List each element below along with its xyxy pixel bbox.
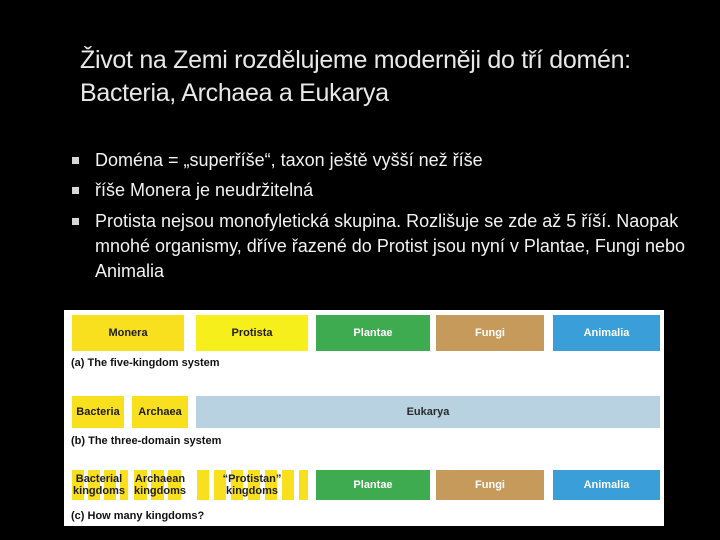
bullet-list (70, 148, 690, 289)
box-monera: Monera (72, 315, 184, 351)
caption-five-kingdom: (a) The five-kingdom system (71, 357, 220, 369)
label-bacterial-kingdoms: Bacterial kingdoms (73, 473, 125, 497)
caption-three-domain: (b) The three-domain system (71, 435, 222, 447)
classification-figure (64, 310, 664, 526)
bullet-text: Doména = „superříše“, taxon ještě vyšší než říše (95, 150, 483, 170)
square-bullet-icon (72, 157, 79, 164)
bullet-item (70, 178, 690, 203)
box-archaea: Archaea (132, 396, 188, 428)
box-plantae-c: Plantae (316, 470, 430, 500)
box-plantae: Plantae (316, 315, 430, 351)
box-bacteria: Bacteria (72, 396, 124, 428)
label-archaean-kingdoms: Archaean kingdoms (134, 473, 186, 497)
square-bullet-icon (72, 218, 79, 225)
slide-title: Život na Zemi rozdělujeme moderněji do tří domén: Bacteria, Archaea a Eukarya (80, 46, 631, 107)
square-bullet-icon (72, 187, 79, 194)
bullet-item (70, 148, 690, 173)
box-animalia: Animalia (553, 315, 660, 351)
box-animalia-c: Animalia (553, 470, 660, 500)
box-protista: Protista (196, 315, 308, 351)
bullet-text: říše Monera je neudržitelná (95, 180, 314, 200)
box-eukarya: Eukarya (196, 396, 660, 428)
bullet-item (70, 209, 690, 284)
box-fungi-c: Fungi (436, 470, 544, 500)
bullet-text: Protista nejsou monofyletická skupina. Rozlišuje se zde až 5 říší. Naopak mnohé organismy, dříve řazené do Protist jsou nyní v Plantae, Fungi nebo Animalia (95, 211, 685, 281)
caption-how-many: (c) How many kingdoms? (71, 510, 205, 522)
box-fungi: Fungi (436, 315, 544, 351)
label-protistan-kingdoms: “Protistan” kingdoms (222, 473, 282, 497)
kingdom-sliver (299, 470, 308, 500)
